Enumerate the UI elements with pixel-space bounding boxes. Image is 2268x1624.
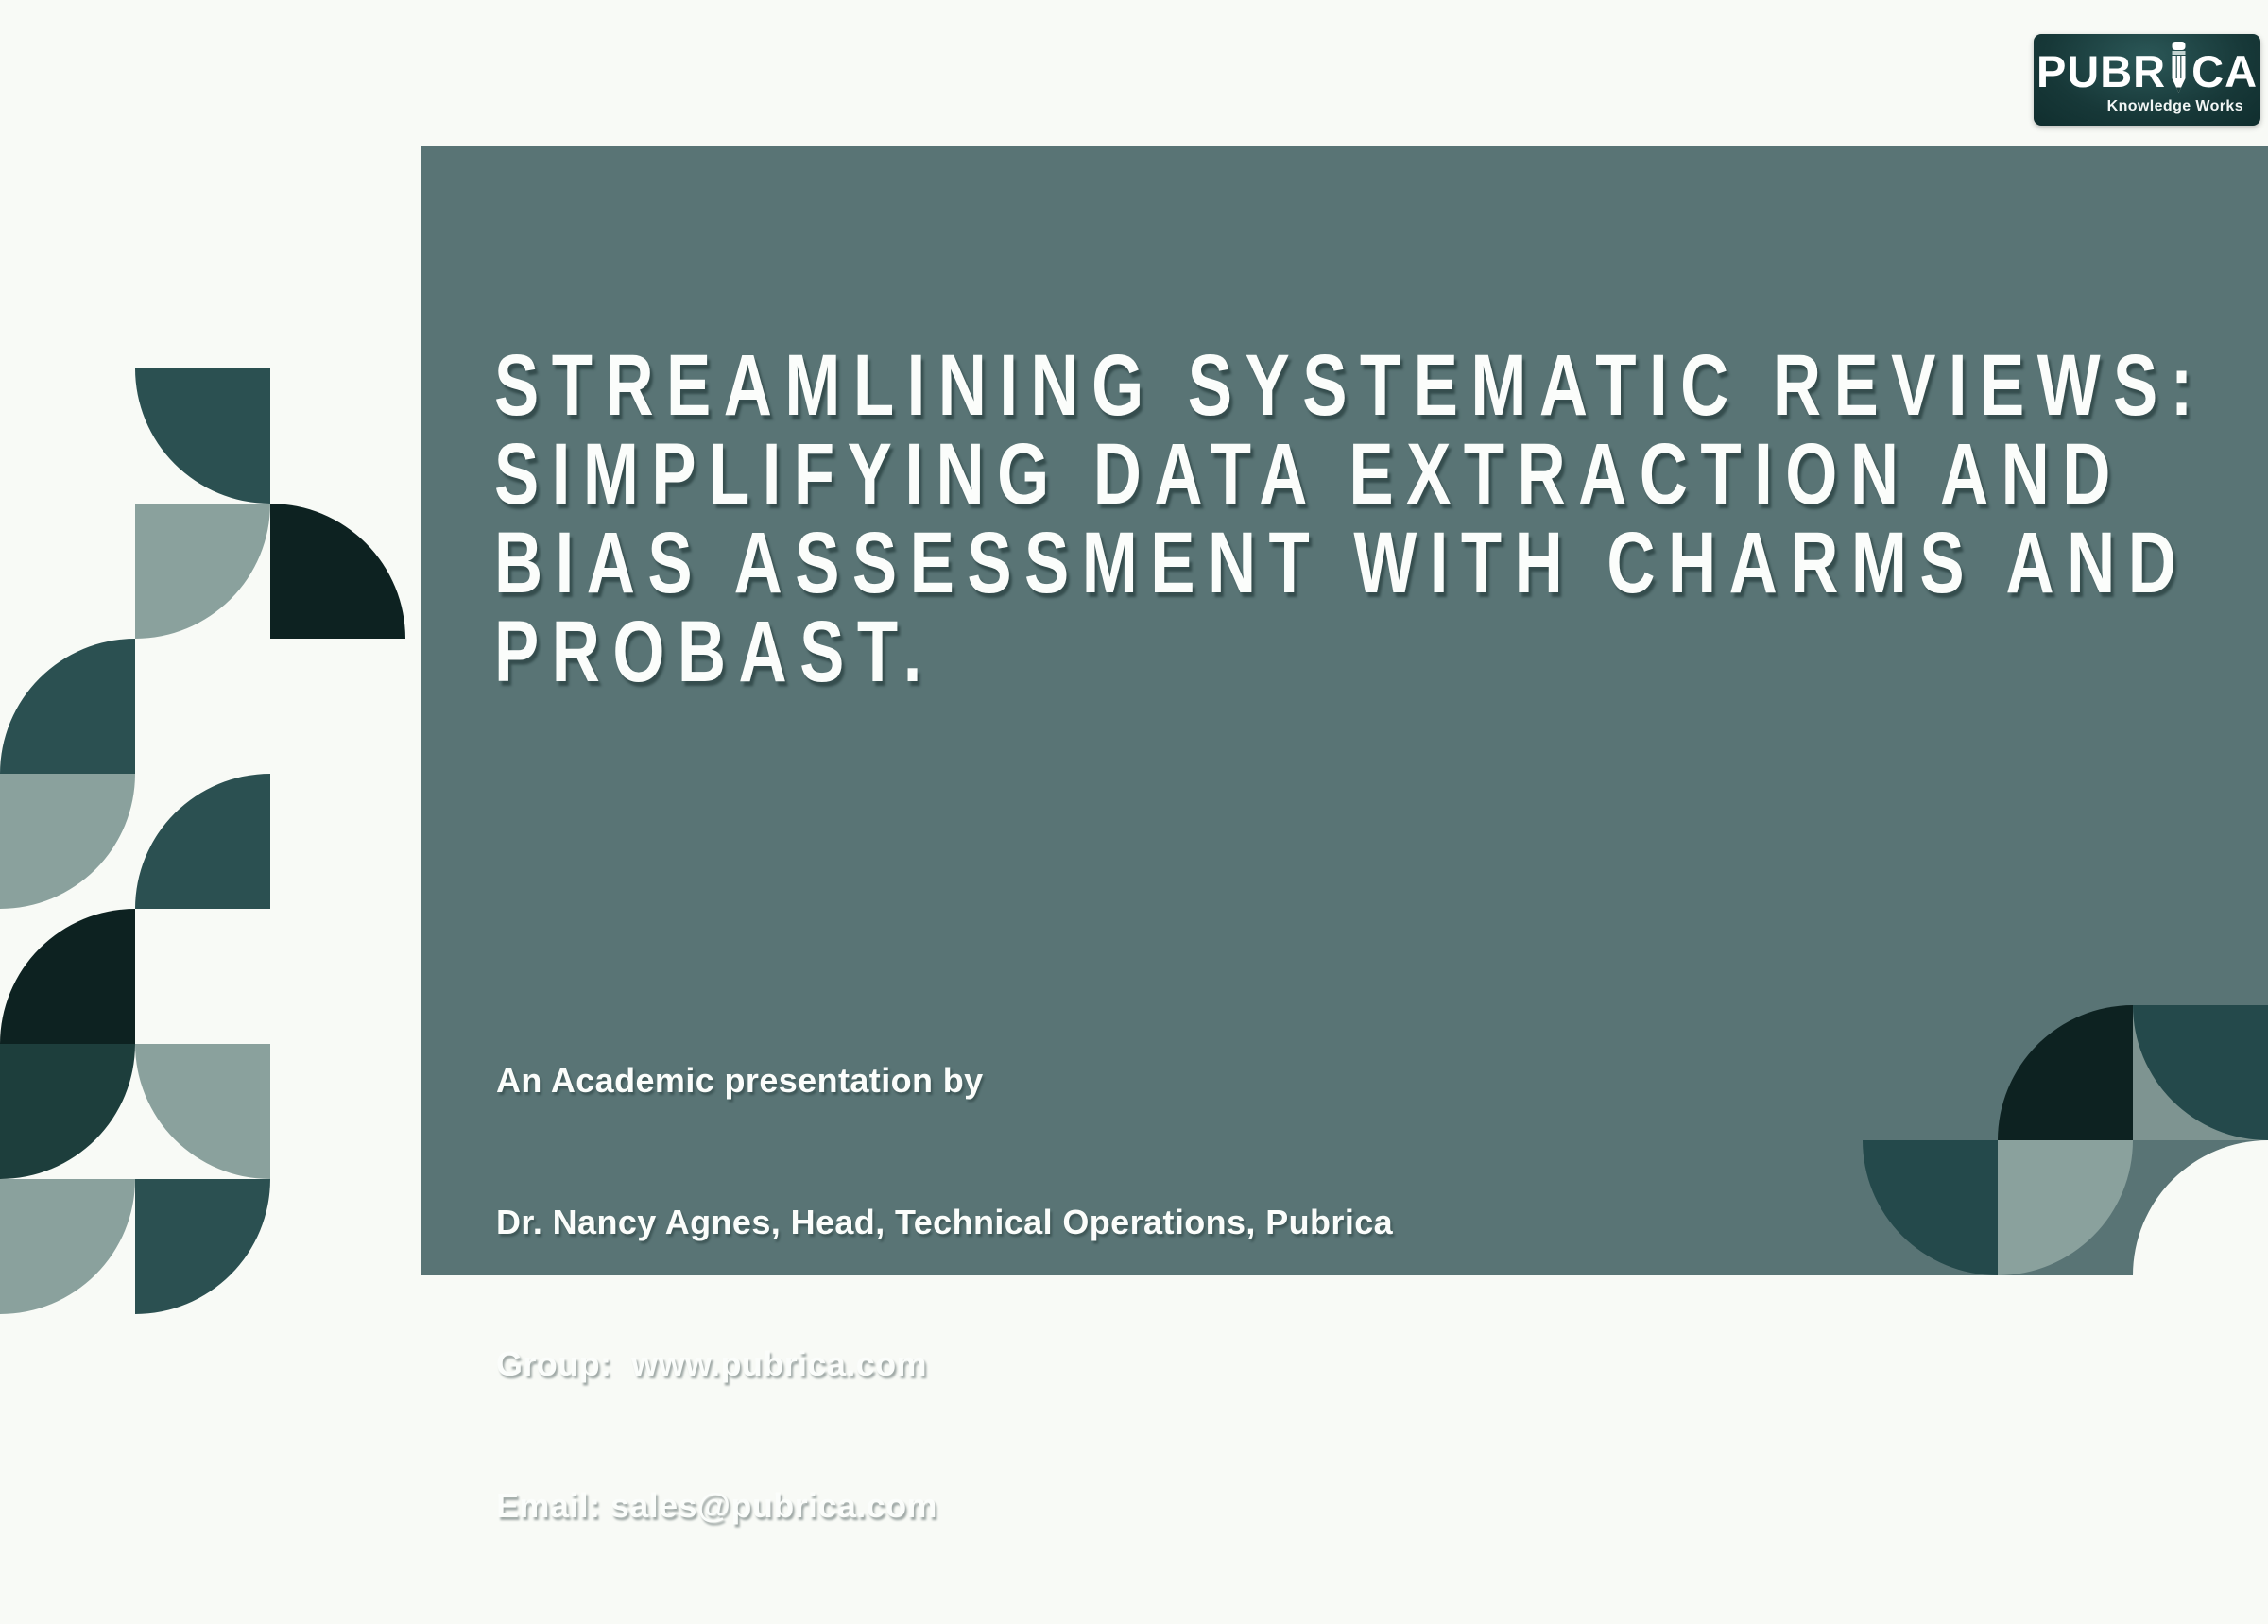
quarter-circle-black bbox=[270, 504, 405, 639]
quarter-circle-dark-teal bbox=[0, 639, 135, 774]
byline-line-2: Dr. Nancy Agnes, Head, Technical Operations, Pubrica bbox=[496, 1203, 1394, 1241]
pubrica-logo bbox=[2034, 34, 2260, 126]
pencil-icon bbox=[2169, 41, 2189, 94]
title-line-3: BIAS ASSESSMENT WITH CHARMS AND bbox=[494, 515, 2190, 611]
quarter-circle-gray bbox=[135, 504, 270, 639]
quarter-circle-dark-teal bbox=[135, 1179, 270, 1314]
byline-line-1: An Academic presentation by bbox=[496, 1061, 984, 1100]
quarter-circle-darker-teal bbox=[0, 1044, 135, 1179]
logo-tagline: Knowledge Works bbox=[2106, 98, 2243, 114]
byline-line-4: Email: sales@pubrica.com bbox=[496, 1486, 937, 1525]
logo-wordmark bbox=[2036, 44, 2258, 97]
quarter-circle-dark-teal bbox=[135, 368, 270, 504]
quarter-circle-gray bbox=[0, 1179, 135, 1314]
quarter-circle-gray bbox=[135, 1044, 270, 1179]
title-line-2: SIMPLIFYING DATA EXTRACTION AND bbox=[494, 426, 2123, 522]
byline-block bbox=[496, 963, 1393, 1624]
byline-line-3: Group: www.pubrica.com bbox=[496, 1344, 927, 1383]
quarter-circle-dark-teal bbox=[135, 774, 270, 909]
logo-text-suffix: CA bbox=[2191, 45, 2259, 96]
logo-text-prefix: PUBR bbox=[2036, 45, 2167, 96]
quarter-circle-black bbox=[0, 909, 135, 1044]
slide-title bbox=[494, 337, 2206, 700]
title-line-4: PROBAST. bbox=[494, 604, 935, 700]
title-line-1: STREAMLINING SYSTEMATIC REVIEWS: bbox=[494, 337, 2206, 434]
quarter-circle-gray bbox=[0, 774, 135, 909]
